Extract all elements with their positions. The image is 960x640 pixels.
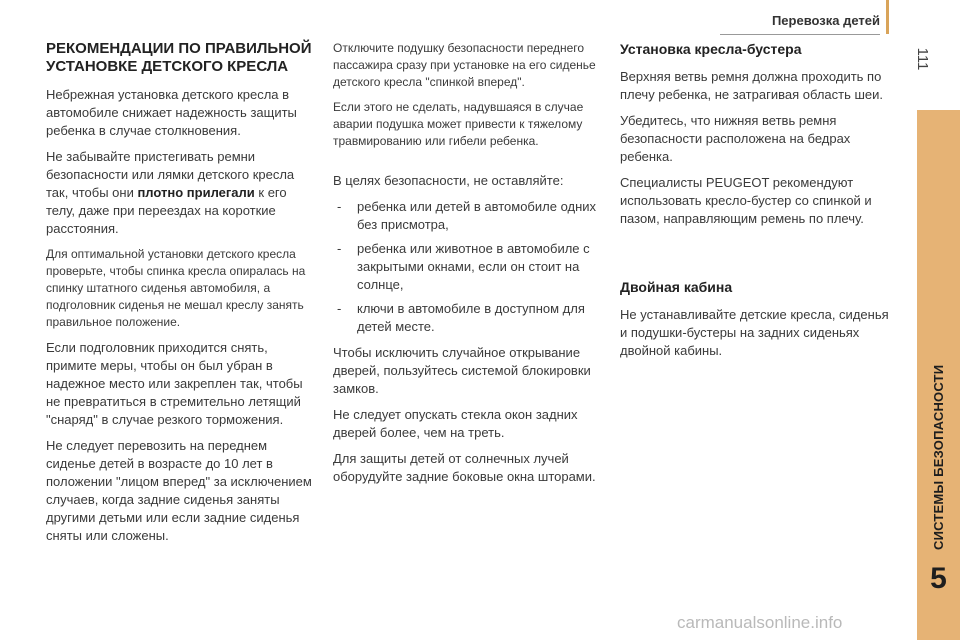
paragraph: Не следует перевозить на переднем сиденье детей в возрасте до 10 лет в положении "лицом вперед" за исключением случаев, когда задние сиденья заняты другими детьми или если задние сиденья сняты или сложены. — [46, 438, 312, 543]
paragraph: Специалисты PEUGEOT рекомендуют использовать кресло-бустер со спинкой и пазом, направляющим ремень по плечу. — [620, 175, 872, 226]
list-dash: - — [337, 241, 342, 256]
paragraph: Не следует опускать стекла окон задних дверей более, чем на треть. — [333, 407, 578, 440]
paragraph: Если подголовник приходится снять, примите меры, чтобы он был убран в надежное место или закреплен так, чтобы не превратиться в стремительно летящий "снаряд" в случае резкого торможения. — [46, 340, 303, 427]
paragraph-airbag-warning: Если этого не сделать, надувшаяся в случае аварии подушка может привести к тяжелому травмированию или гибели ребенка. — [333, 100, 584, 148]
chapter-number: 5 — [930, 562, 947, 595]
paragraph: Для защиты детей от солнечных лучей оборудуйте задние боковые окна шторами. — [333, 451, 596, 484]
safety-list — [333, 198, 608, 336]
list-dash: - — [337, 199, 342, 214]
paragraph-airbag: Отключите подушку безопасности переднего пассажира сразу при установке на его сиденье детского кресла "спинкой вперед". — [333, 41, 596, 89]
page-header-title: Перевозка детей — [771, 13, 880, 28]
list-item — [333, 240, 608, 294]
header-accent-bar — [886, 0, 889, 34]
watermark-text: carmanualsonline.info — [677, 613, 843, 632]
section-heading-recommendations: РЕКОМЕНДАЦИИ ПО ПРАВИЛЬНОЙ УСТАНОВКЕ ДЕТСКОГО КРЕСЛА — [46, 40, 312, 75]
paragraph: В целях безопасности, не оставляйте: — [333, 173, 564, 188]
list-dash: - — [337, 301, 342, 316]
list-item — [333, 300, 608, 336]
section-heading-double-cab: Двойная кабина — [620, 279, 733, 295]
text: Не забывайте пристегивать ремни безопасности или лямки детского кресла так, чтобы они — [46, 149, 295, 200]
chapter-side-tab — [917, 110, 960, 640]
column-middle — [333, 40, 608, 494]
list-item-text: ребенка или детей в автомобиле одних без присмотра, — [357, 199, 597, 232]
column-right — [620, 40, 890, 368]
column-left — [46, 40, 314, 553]
paragraph: Не устанавливайте детские кресла, сиденья и подушки-бустеры на задних сиденьях двойной кабины. — [620, 307, 889, 358]
chapter-tab-label: СИСТЕМЫ БЕЗОПАСНОСТИ — [931, 364, 946, 550]
paragraph: Небрежная установка детского кресла в автомобиле снижает надежность защиты ребенка в случае столкновения. — [46, 87, 297, 138]
list-item-text: ключи в автомобиле в доступном для детей месте. — [357, 301, 585, 334]
paragraph: Для оптимальной установки детского кресла проверьте, чтобы спинка кресла опиралась на спинку штатного сиденья автомобиля, а подголовник сиденья не мешал креслу занять правильное положение. — [46, 247, 306, 329]
paragraph: Чтобы исключить случайное открывание дверей, пользуйтесь системой блокировки замков. — [333, 345, 591, 396]
paragraph: Убедитесь, что нижняя ветвь ремня безопасности расположена на бедрах ребенка. — [620, 113, 851, 164]
list-item — [333, 198, 608, 234]
paragraph: Верхняя ветвь ремня должна проходить по плечу ребенка, не затрагивая область шеи. — [620, 69, 884, 102]
paragraph-belts — [46, 148, 314, 238]
text: к его телу, даже при переездах на короткие расстояния. — [46, 185, 287, 236]
list-item-text: ребенка или животное в автомобиле с закрытыми окнами, если он стоит на солнце, — [357, 241, 590, 292]
header-divider — [720, 34, 880, 35]
emphasis-text: плотно прилегали — [137, 185, 255, 200]
page-number: 111 — [914, 47, 931, 71]
section-heading-booster: Установка кресла-бустера — [620, 41, 802, 57]
